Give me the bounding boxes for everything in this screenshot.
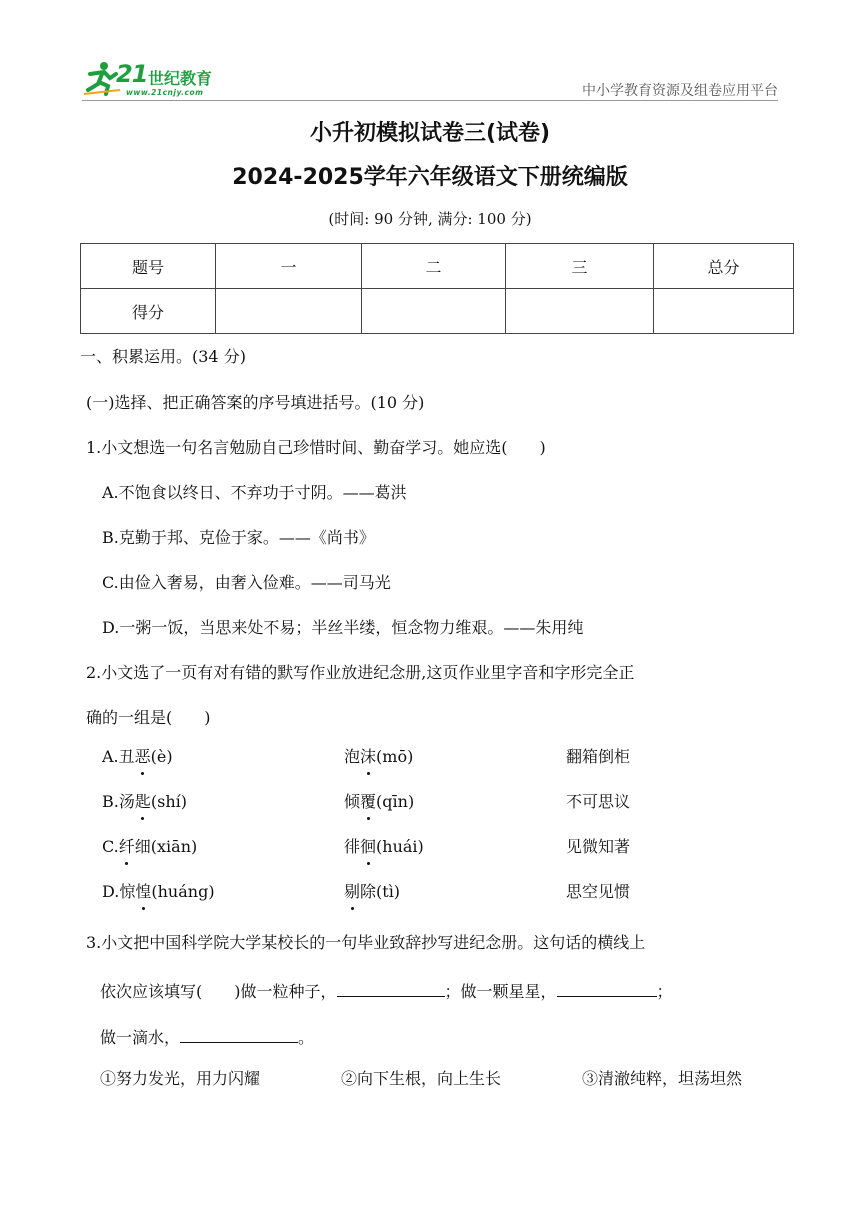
question-2-stem: 2.小文选了一页有对有错的默写作业放进纪念册,这页作业里字音和字形完全正 [86, 663, 635, 682]
score-table-row [81, 289, 794, 334]
exam-time-score: (时间: 90 分钟, 满分: 100 分) [328, 210, 532, 228]
option-word: 剔除(tì) [344, 882, 401, 901]
question-1-option-a[interactable]: A.不饱食以终日、不弃功于寸阴。——葛洪 [102, 483, 407, 502]
exam-subtitle: 2024-2025学年六年级语文下册统编版 [232, 165, 628, 190]
header-divider [82, 100, 778, 101]
score-header-cell: 题号 [81, 244, 216, 289]
dotted-char: 恶 [134, 747, 151, 766]
option-idiom: 翻箱倒柜 [566, 747, 631, 766]
score-table-header-row [81, 244, 794, 289]
answer-blank[interactable] [337, 978, 445, 997]
option-word: B.汤匙(shí) [102, 792, 187, 811]
logo-number: 21 [116, 60, 148, 88]
option-word: D.惊惶(huáng) [102, 882, 215, 901]
question-1-option-d[interactable]: D.一粥一饭，当思来处不易；半丝半缕，恒念物力维艰。——朱用纯 [102, 618, 584, 637]
option-word: 徘徊(huái) [344, 837, 424, 856]
question-2-stem-cont: 确的一组是( ) [86, 708, 211, 727]
score-cell[interactable] [506, 289, 654, 334]
score-header-cell: 一 [216, 244, 362, 289]
answer-blank[interactable] [180, 1024, 298, 1043]
part-heading: (一)选择、把正确答案的序号填进括号。(10 分) [86, 393, 425, 412]
option-word: 泡沫(mō) [344, 747, 414, 766]
dotted-char: 匙 [134, 792, 151, 811]
option-idiom: 不可思议 [566, 792, 631, 811]
dotted-char: 徊 [360, 837, 377, 856]
question-3-choice-1[interactable]: ①努力发光，用力闪耀 [100, 1069, 261, 1088]
question-3-choice-3[interactable]: ③清澈纯粹，坦荡坦然 [582, 1069, 743, 1088]
question-1-stem: 1.小文想选一句名言勉励自己珍惜时间、勤奋学习。她应选( ) [86, 438, 546, 457]
dotted-char: 覆 [360, 792, 377, 811]
page-header [82, 58, 778, 102]
logo-name: 世纪教育 [148, 69, 213, 88]
score-cell[interactable] [654, 289, 794, 334]
section-heading: 一、积累运用。(34 分) [80, 347, 246, 366]
score-row-label: 得分 [81, 289, 216, 334]
question-3-stem-cont: 依次应该填写( )做一粒种子， ；做一颗星星， ； [100, 978, 673, 1003]
site-logo[interactable] [82, 58, 252, 100]
exam-title: 小升初模拟试卷三(试卷) [309, 121, 551, 146]
dotted-char: 沫 [360, 747, 377, 766]
dotted-char: 剔 [344, 882, 361, 901]
score-header-cell: 三 [506, 244, 654, 289]
question-1-option-b[interactable]: B.克勤于邦、克俭于家。——《尚书》 [102, 528, 375, 547]
platform-name: 中小学教育资源及组卷应用平台 [582, 83, 778, 99]
question-1-option-c[interactable]: C.由俭入奢易，由奢入俭难。——司马光 [102, 573, 391, 592]
score-header-cell: 总分 [654, 244, 794, 289]
score-cell[interactable] [362, 289, 506, 334]
option-word: 倾覆(qīn) [344, 792, 415, 811]
answer-blank[interactable] [557, 978, 657, 997]
score-header-cell: 二 [362, 244, 506, 289]
question-3-stem-cont: 做一滴水， 。 [100, 1024, 314, 1049]
option-idiom: 思空见惯 [566, 882, 631, 901]
dotted-char: 惶 [135, 882, 152, 901]
question-3-stem: 3.小文把中国科学院大学某校长的一句毕业致辞抄写进纪念册。这句话的横线上 [86, 933, 646, 952]
question-3-choice-2[interactable]: ②向下生根，向上生长 [341, 1069, 502, 1088]
dotted-char: 纤 [118, 837, 135, 856]
option-idiom: 见微知著 [566, 837, 631, 856]
option-word: A.丑恶(è) [102, 747, 173, 766]
score-table [80, 243, 794, 334]
option-word: C.纤细(xiān) [102, 837, 198, 856]
score-cell[interactable] [216, 289, 362, 334]
logo-url: www.21cnjy.com [126, 88, 204, 97]
